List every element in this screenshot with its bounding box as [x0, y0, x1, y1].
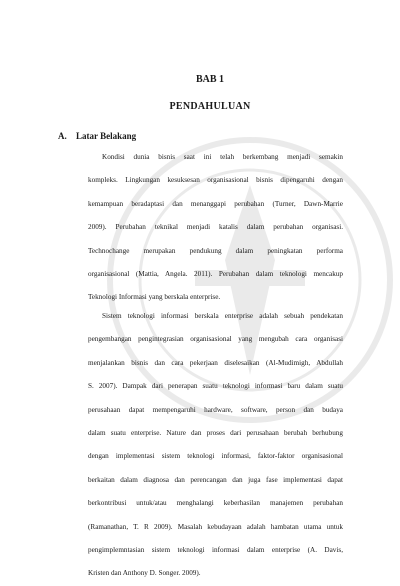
paragraph-2 — [88, 305, 343, 586]
paragraph-line: dengan implementasi sistem teknologi informasi, faktor-faktor organisasional — [88, 452, 343, 461]
paragraph-line: (Ramanathan, T. R 2009). Masalah kebudayaan adalah hambatan utama untuk — [88, 522, 343, 531]
paragraph-line: berkontribusi untuk/atau menghalangi keberhasilan manajemen perubahan — [88, 499, 343, 508]
paragraph-line: perusahaan dapat mempengaruhi hardware, software, person dan budaya — [88, 405, 343, 414]
chapter-number: BAB 1 — [195, 74, 225, 85]
paragraph-line: Teknologi Informasi yang berskala enterprise. — [88, 293, 221, 302]
paragraph-line: kompleks. Lingkungan kesuksesan organisasional bisnis dipengaruhi dengan — [88, 176, 343, 185]
chapter-title: PENDAHULUAN — [169, 101, 251, 112]
section-letter: A. — [58, 131, 67, 141]
paragraph-line: dalam suatu enterprise. Nature dan proses dari perusahaan berubah berhubung — [88, 429, 343, 438]
paragraph-line: organisasional (Mattia, Angela. 2011). Perubahan dalam teknologi mencakup — [88, 270, 343, 279]
section-title: Latar Belakang — [76, 131, 137, 141]
paragraph-line: Kondisi dunia bisnis saat ini telah berkembang menjadi semakin — [102, 153, 343, 161]
paragraph-line: pengimplemntasian sistem teknologi informasi dalam enterprise (A. Davis, — [88, 546, 343, 555]
paragraph-line: S. 2007). Dampak dari penerapan suatu teknologi informasi baru dalam suatu — [88, 382, 343, 391]
paragraph-line: kemampuan beradaptasi dan menanggapi perubahan (Turner, Dawn-Marrie — [88, 199, 343, 208]
paragraph-line: Kristen dan Anthony D. Songer. 2009). — [88, 569, 201, 578]
paragraph-line: berkaitan dalam diagnosa dan perencangan dan juga fase implementasi dapat — [88, 475, 343, 484]
paragraph-line: Technochange merupakan pendukung dalam peningkatan performa — [88, 246, 343, 255]
paragraph-line: pengembangan pengintegrasian organisasional yang mengubah cara organisasi — [88, 335, 343, 344]
paragraph-line: 2009). Perubahan teknikal menjadi katalis dalam perubahan organisasi. — [88, 223, 343, 232]
paragraph-line: Sistem teknologi informasi berskala enterprise adalah sebuah pendekatan — [102, 312, 343, 320]
section-heading — [58, 131, 136, 141]
paragraph-1 — [88, 146, 343, 310]
paragraph-line: menjalankan bisnis dan cara pekerjaan diselesaikan (Al-Mudimigh, Abdullah — [88, 358, 343, 367]
